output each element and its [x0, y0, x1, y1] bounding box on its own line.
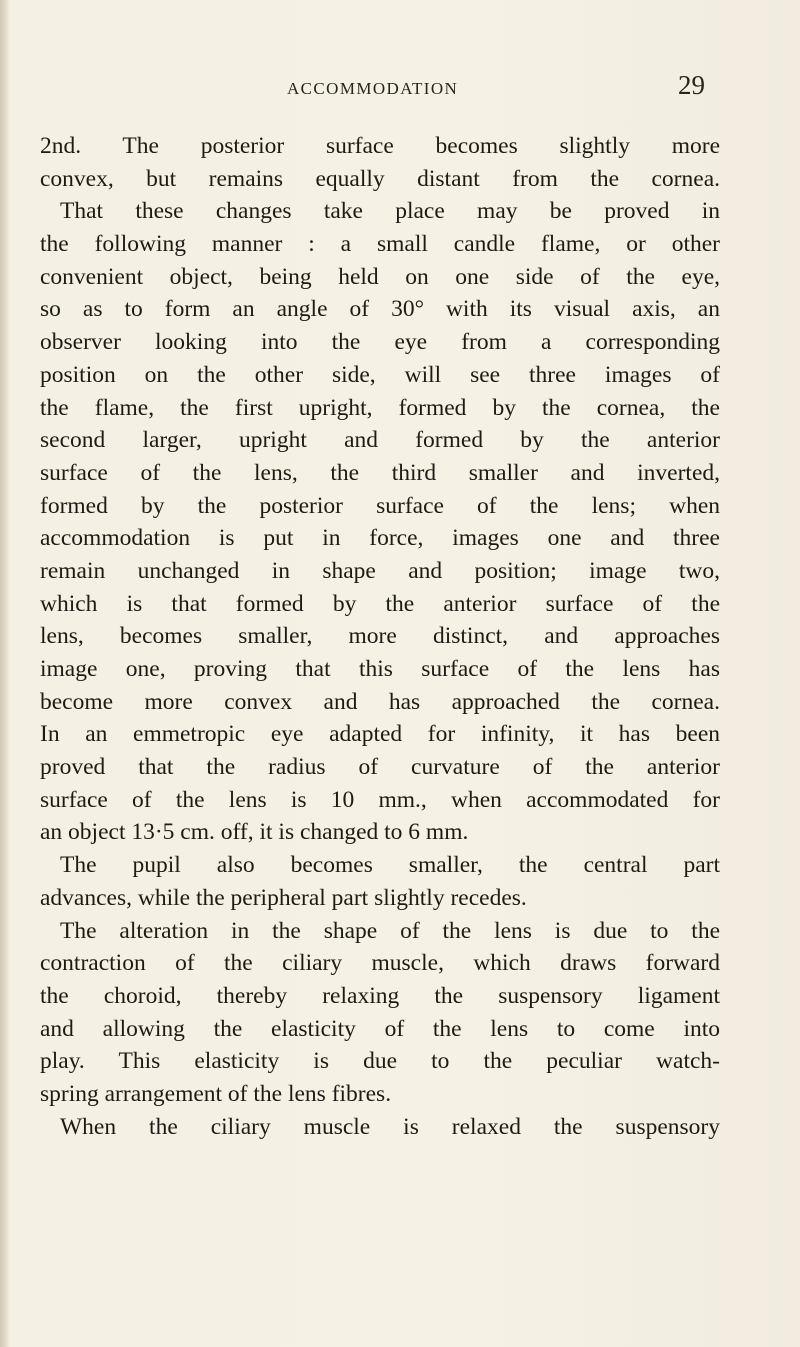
text-line: image one, proving that this surface of the lens has — [40, 656, 720, 682]
page-number: 29 — [678, 70, 705, 100]
text-line: The pupil also becomes smaller, the central part — [60, 852, 720, 879]
text-line: lens, becomes smaller, more distinct, and approaches — [40, 623, 720, 650]
text-line: the following manner : a small candle flame, or other — [40, 231, 720, 258]
text-line: become more convex and has approached the cornea. — [40, 688, 720, 715]
text-line: play. This elasticity is due to the peculiar watch- — [40, 1048, 720, 1075]
text-line: convex, but remains equally distant from the cornea. — [40, 165, 720, 192]
text-line: advances, while the peripheral part slightly recedes. — [40, 884, 527, 911]
text-line: spring arrangement of the lens fibres. — [40, 1080, 392, 1107]
text-line: second larger, upright and formed by the anterior — [40, 427, 720, 454]
text-line: remain unchanged in shape and position; image two, — [40, 557, 720, 584]
text-line: The alteration in the shape of the lens is due to the — [60, 917, 720, 944]
text-line: the choroid, thereby relaxing the suspensory ligament — [40, 982, 720, 1009]
text-line: contraction of the ciliary muscle, which draws forward — [40, 950, 720, 977]
text-line: observer looking into the eye from a corresponding — [40, 329, 720, 356]
text-line: position on the other side, will see three images of — [40, 361, 720, 388]
text-line: the flame, the first upright, formed by the cornea, the — [40, 394, 720, 421]
text-line: and allowing the elasticity of the lens to come into — [40, 1015, 720, 1042]
text-line: proved that the radius of curvature of the anterior — [40, 754, 720, 781]
text-line: an object 13·5 cm. off, it is changed to 6 mm. — [40, 819, 469, 846]
text-line: surface of the lens is 10 mm., when accommodated for — [40, 786, 720, 813]
text-line: When the ciliary muscle is relaxed the suspensory — [60, 1113, 720, 1140]
page-binding-edge — [0, 0, 9, 1347]
text-line: convenient object, being held on one side of the eye, — [40, 263, 720, 290]
text-line: so as to form an angle of 30° with its visual axis, an — [40, 296, 720, 323]
text-line: surface of the lens, the third smaller and inverted, — [40, 459, 720, 486]
running-head: ACCOMMODATION — [287, 79, 459, 98]
text-line: 2nd. The posterior surface becomes slightly more — [40, 133, 720, 159]
text-line: formed by the posterior surface of the lens; when — [40, 492, 720, 519]
body-text — [40, 130, 720, 1143]
text-line: which is that formed by the anterior surface of the — [40, 590, 720, 617]
text-line: accommodation is put in force, images one and three — [40, 525, 720, 552]
text-line: That these changes take place may be proved in — [60, 198, 720, 225]
text-line: In an emmetropic eye adapted for infinity, it has been — [40, 721, 720, 748]
